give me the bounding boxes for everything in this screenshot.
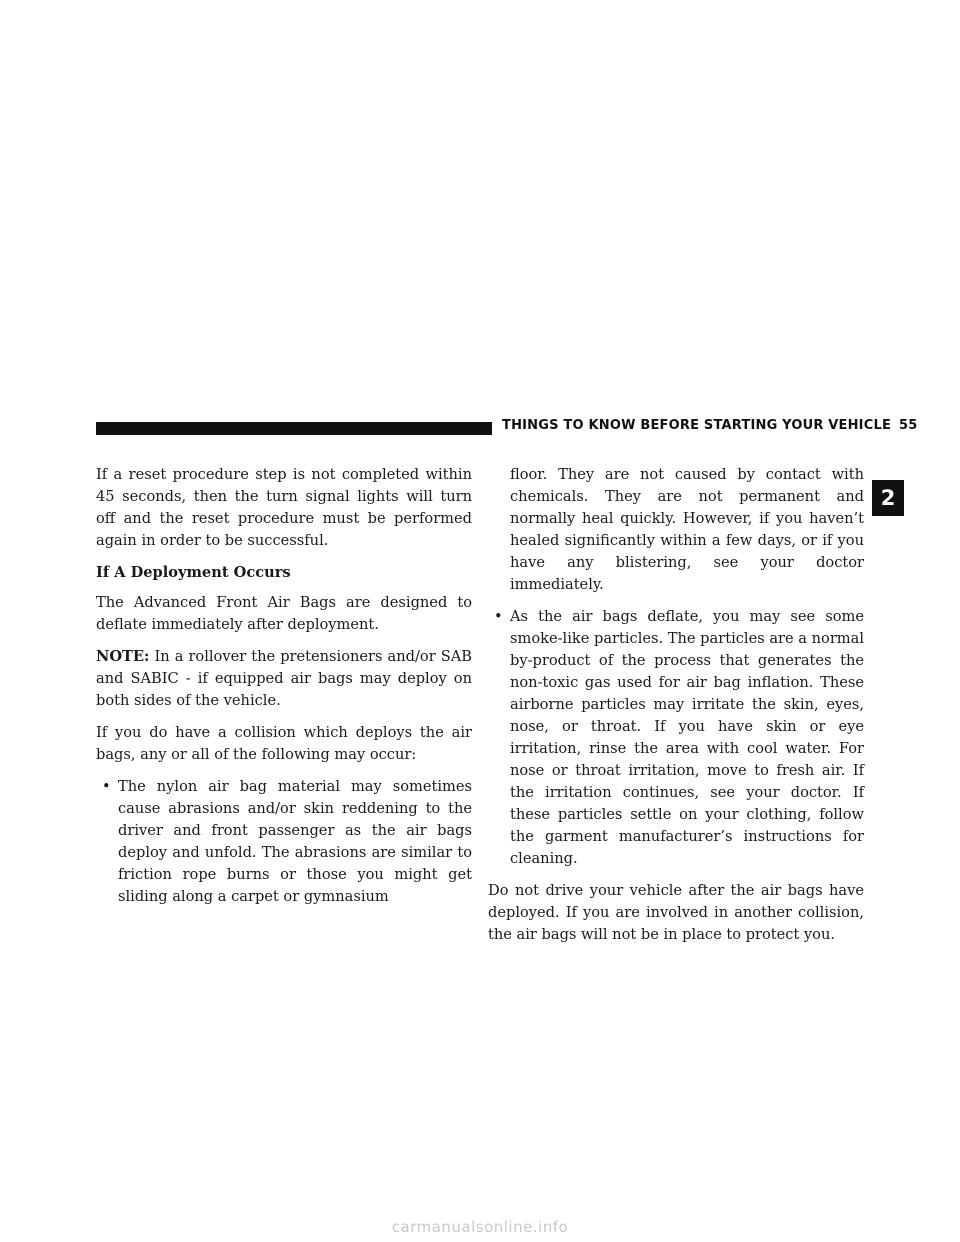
bullet-icon: • — [102, 778, 111, 795]
final-paragraph: Do not drive your vehicle after the air bags have deployed. If you are involved in another collision, the air bags will not be in place to protect you. — [488, 882, 864, 943]
header-rule-bar — [96, 422, 492, 435]
right-column — [488, 464, 864, 956]
chapter-tab: 2 — [872, 480, 904, 516]
left-column — [96, 464, 472, 918]
note-label: NOTE: — [96, 648, 150, 665]
list-item — [96, 776, 472, 908]
list-item — [488, 606, 864, 870]
list-item-continued: floor. They are not caused by contact with chemicals. They are not permanent and normally heal quickly. However, if you haven’t healed significantly within a few days, or if you have any blistering, see your doctor immediately. — [510, 466, 864, 593]
effects-list — [96, 776, 472, 908]
watermark: carmanualsonline.info — [391, 1218, 569, 1236]
page-number: 55 — [899, 418, 918, 433]
effects-list-continued — [488, 606, 864, 870]
reset-paragraph: If a reset procedure step is not completed within 45 seconds, then the turn signal lights will turn off and the reset procedure must be performed again in order to be successful. — [96, 466, 472, 549]
section-heading: If A Deployment Occurs — [96, 564, 291, 581]
note-text: In a rollover the pretensioners and/or SAB and SABIC - if equipped air bags may deploy on both sides of the vehicle. — [96, 648, 472, 709]
header-title: THINGS TO KNOW BEFORE STARTING YOUR VEHICLE — [502, 418, 892, 433]
note-paragraph — [96, 646, 472, 712]
bullet-icon: • — [494, 608, 503, 625]
list-item-text: The nylon air bag material may sometimes cause abrasions and/or skin reddening to the driver and front passenger as the air bags deploy and unfold. The abrasions are similar to friction rope burns or those you might get sliding along a carpet or gymnasium — [118, 778, 472, 905]
list-item-text: As the air bags deflate, you may see some smoke-like particles. The particles are a normal by-product of the process that generates the non-toxic gas used for air bag inflation. These airborne particles may irritate the skin, eyes, nose, or throat. If you have skin or eye irritation, rinse the area with cool water. For nose or throat irritation, move to fresh air. If the irritation continues, see your doctor. If these particles settle on your clothing, follow the garment manufacturer’s instructions for cleaning. — [510, 608, 864, 867]
running-header — [502, 418, 918, 433]
collision-paragraph: If you do have a collision which deploys the air bags, any or all of the following may occur: — [96, 724, 472, 763]
design-paragraph: The Advanced Front Air Bags are designed to deflate immediately after deployment. — [96, 594, 472, 633]
